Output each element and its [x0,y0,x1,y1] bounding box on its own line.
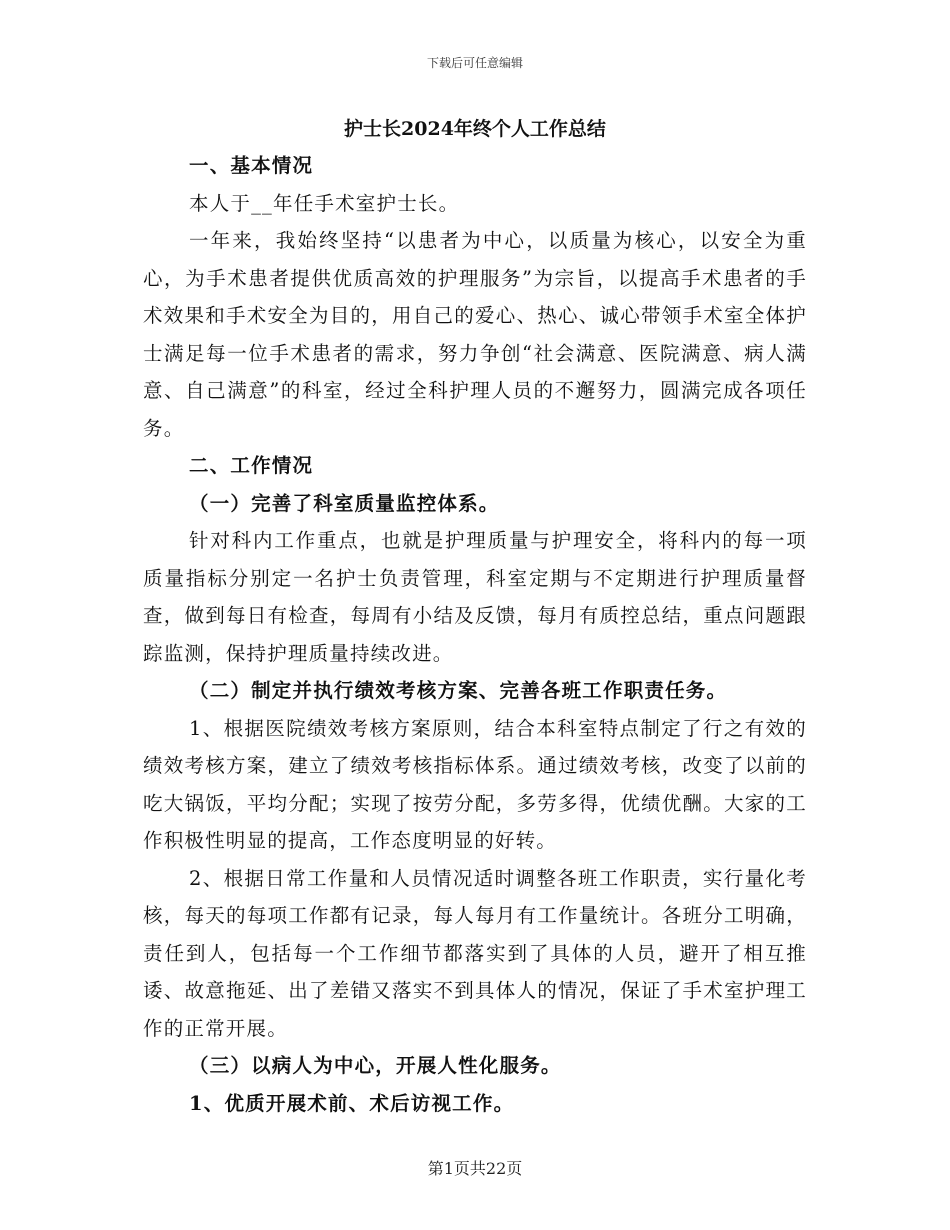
paragraph: 2、根据日常工作量和人员情况适时调整各班工作职责，实行量化考核，每天的每项工作都有记录，每人每月有工作量统计。各班分工明确，责任到人，包括每一个工作细节都落实到了具体的人员，避开了相互推诿、故意拖延、出了差错又落实不到具体人的情况，保证了手术室护理工作的正常开展。 [143,866,807,1040]
section-heading-basic: 一、基本情况 [189,154,314,177]
paragraph: 针对科内工作重点，也就是护理质量与护理安全，将科内的每一项质量指标分别定一名护士负责管理，科室定期与不定期进行护理质量督查，做到每日有检查，每周有小结及反馈，每月有质控总结，重点问题跟踪监测，保持护理质量持续改进。 [143,529,807,665]
document-body [143,147,807,1122]
paragraph: 一年来，我始终坚持“以患者为中心，以质量为核心，以安全为重心，为手术患者提供优质高效的护理服务”为宗旨，以提高手术患者的手术效果和手术安全为目的，用自己的爱心、热心、诚心带领手术室全体护士满足每一位手术患者的需求，努力争创“社会满意、医院满意、病人满意、自己满意”的科室，经过全科护理人员的不邂努力，圆满完成各项任务。 [143,229,807,440]
paragraph: 本人于__年任手术室护士长。 [189,191,460,215]
subsection-heading: （二）制定并执行绩效考核方案、完善各班工作职责任务。 [189,679,728,702]
document-title: 护士长2024年终个人工作总结 [344,118,606,140]
section-heading-work: 二、工作情况 [189,454,314,477]
paragraph: 1、根据医院绩效考核方案原则，结合本科室特点制定了行之有效的绩效考核方案，建立了绩效考核指标体系。通过绩效考核，改变了以前的吃大锅饭，平均分配；实现了按劳分配，多劳多得，优绩优酬。大家的工作积极性明显的提高，工作态度明显的好转。 [143,716,807,852]
item-heading: 1、优质开展术前、术后访视工作。 [189,1091,515,1115]
subsection-heading: （一）完善了科室质量监控体系。 [189,491,500,515]
subsection-heading: （三）以病人为中心，开展人性化服务。 [189,1054,562,1077]
page-number: 第1页共22页 [427,1159,523,1178]
header-note: 下载后可任意编辑 [426,56,523,70]
